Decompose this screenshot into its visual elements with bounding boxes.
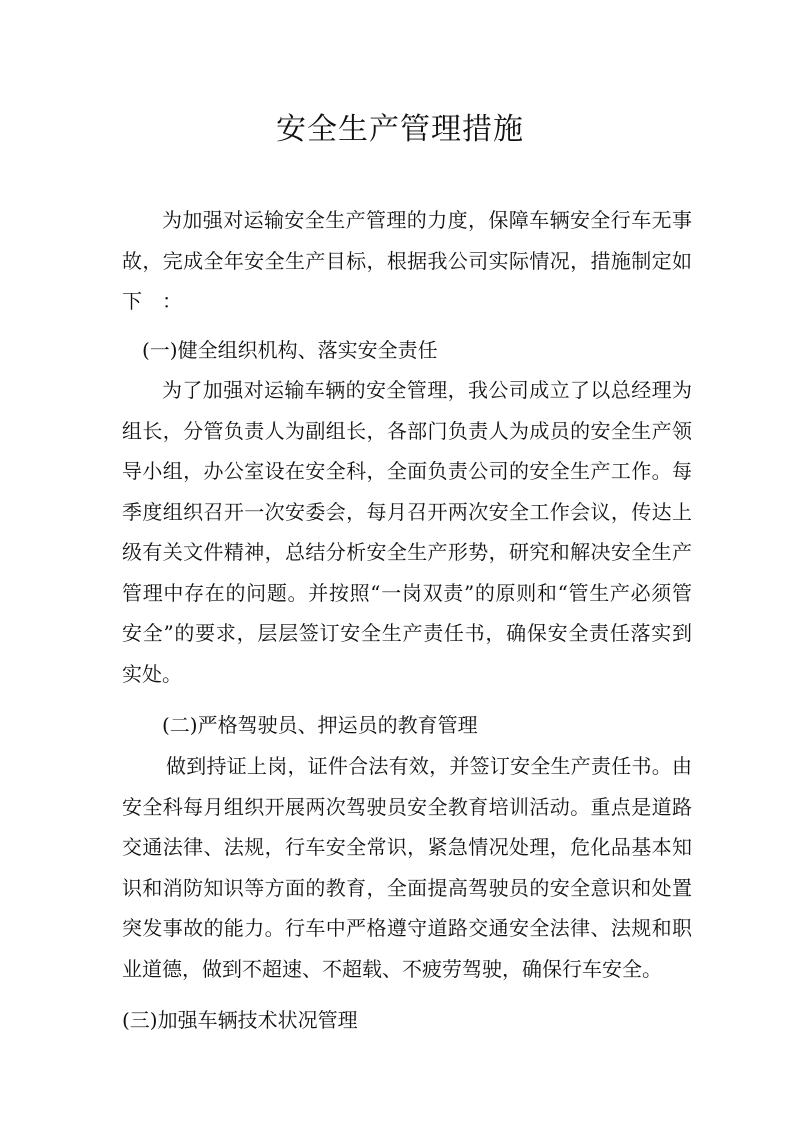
section-1-body: 为了加强对运输车辆的安全管理，我公司成立了以总经理为组长，分管负责人为副组长，各部门负责人为成员的安全生产领导小组，办公室设在安全科，全面负责公司的安全生产工作。每季度组织召开一次安委会，每月召开两次安全工作会议，传达上级有关文件精神，总结分析安全生产形势，研究和解决安全生产管理中存在的问题。并按照“一岗双责”的原则和“管生产必须管安全”的要求，层层签订安全生产责任书，确保安全责任落实到实处。 xyxy=(122,378,692,686)
page-title: 安全生产管理措施 xyxy=(276,112,524,147)
section-1-heading: (一)健全组织机构、落实安全责任 xyxy=(142,338,438,362)
section-2-body: 做到持证上岗，证件合法有效，并签订安全生产责任书。由安全科每月组织开展两次驾驶员安全教育培训活动。重点是道路交通法律、法规，行车安全常识，紧急情况处理，危化品基本知识和消防知识等方面的教育，全面提高驾驶员的安全意识和处置突发事故的能力。行车中严格遵守道路交通安全法律、法规和职业道德，做到不超速、不超载、不疲劳驾驶，确保行车安全。 xyxy=(122,754,692,981)
section-2-heading: (二)严格驾驶员、押运员的教育管理 xyxy=(162,713,478,737)
section-3-heading: (三)加强车辆技术状况管理 xyxy=(122,1008,358,1032)
intro-paragraph: 为加强对运输安全生产管理的力度，保障车辆安全行车无事故，完成全年安全生产目标，根据我公司实际情况，措施制定如下 ： xyxy=(122,208,692,313)
